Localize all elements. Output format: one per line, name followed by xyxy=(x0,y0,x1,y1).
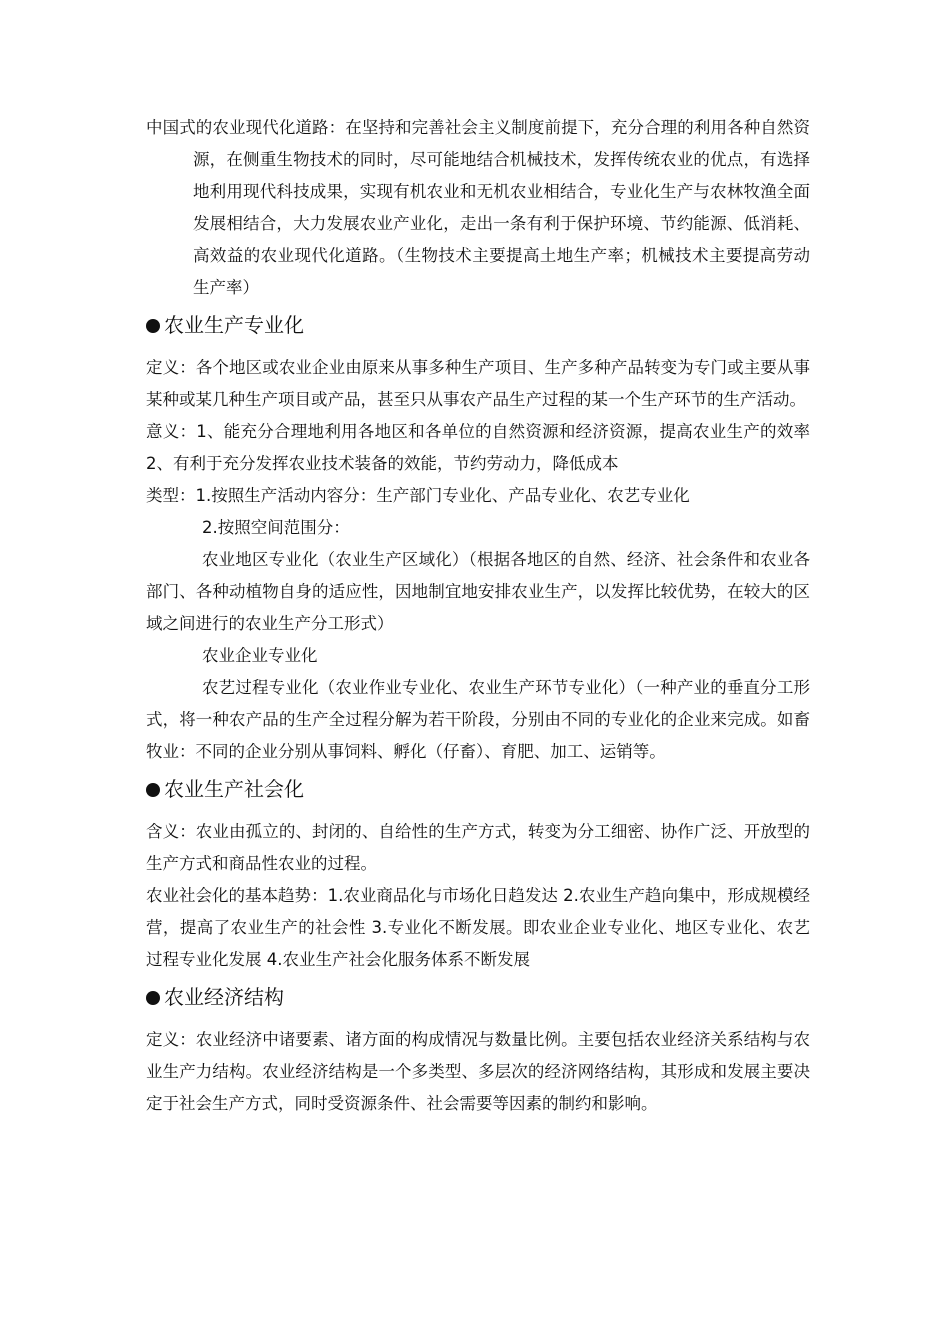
bullet-icon xyxy=(146,991,160,1005)
specialization-regional: 农业地区专业化（农业生产区域化）（根据各地区的自然、经济、社会条件和农业各部门、各种动植物自身的适应性，因地制宜地安排农业生产，以发挥比较优势，在较大的区域之间进行的农业生产分工形式） xyxy=(146,550,810,633)
specialization-types: 类型：1.按照生产活动内容分：生产部门专业化、产品专业化、农艺专业化 xyxy=(146,486,690,505)
specialization-significance: 意义：1、能充分合理地利用各地区和各单位的自然资源和经济资源，提高农业生产的效率 2、有利于充分发挥农业技术装备的效能，节约劳动力，降低成本 xyxy=(146,422,810,473)
section-heading-text: 农业经济结构 xyxy=(164,985,284,1009)
section-heading-socialization xyxy=(146,770,810,808)
document-page xyxy=(146,112,810,1120)
intro-paragraph: 中国式的农业现代化道路：在坚持和完善社会主义制度前提下，充分合理的利用各种自然资源，在侧重生物技术的同时，尽可能地结合机械技术，发挥传统农业的优点，有选择地利用现代科技成果，实现有机农业和无机农业相结合，专业化生产与农林牧渔全面发展相结合，大力发展农业产业化，走出一条有利于保护环境、节约能源、低消耗、高效益的农业现代化道路。（生物技术主要提高土地生产率；机械技术主要提高劳动生产率） xyxy=(146,118,810,297)
socialization-meaning: 含义：农业由孤立的、封闭的、自给性的生产方式，转变为分工细密、协作广泛、开放型的生产方式和商品性农业的过程。 xyxy=(146,822,810,873)
section-heading-text: 农业生产专业化 xyxy=(164,313,304,337)
section-heading-specialization xyxy=(146,306,810,344)
socialization-trends: 农业社会化的基本趋势：1.农业商品化与市场化日趋发达 2.农业生产趋向集中，形成规模经营，提高了农业生产的社会性 3.专业化不断发展。即农业企业专业化、地区专业化、农艺过程专业化发展 4.农业生产社会化服务体系不断发展 xyxy=(146,886,810,969)
structure-definition: 定义：农业经济中诸要素、诸方面的构成情况与数量比例。主要包括农业经济关系结构与农业生产力结构。农业经济结构是一个多类型、多层次的经济网络结构，其形成和发展主要决定于社会生产方式，同时受资源条件、社会需要等因素的制约和影响。 xyxy=(146,1030,810,1113)
section-heading-structure xyxy=(146,978,810,1016)
specialization-process: 农艺过程专业化（农业作业专业化、农业生产环节专业化）（一种产业的垂直分工形式，将一种农产品的生产全过程分解为若干阶段，分别由不同的专业化的企业来完成。如畜牧业：不同的企业分别从事饲料、孵化（仔畜）、育肥、加工、运销等。 xyxy=(146,678,810,761)
specialization-definition: 定义：各个地区或农业企业由原来从事多种生产项目、生产多种产品转变为专门或主要从事某种或某几种生产项目或产品，甚至只从事农产品生产过程的某一个生产环节的生产活动。 xyxy=(146,358,810,409)
bullet-icon xyxy=(146,783,160,797)
bullet-icon xyxy=(146,319,160,333)
section-heading-text: 农业生产社会化 xyxy=(164,777,304,801)
specialization-enterprise: 农业企业专业化 xyxy=(202,646,318,665)
specialization-spatial: 2.按照空间范围分： xyxy=(202,518,350,537)
